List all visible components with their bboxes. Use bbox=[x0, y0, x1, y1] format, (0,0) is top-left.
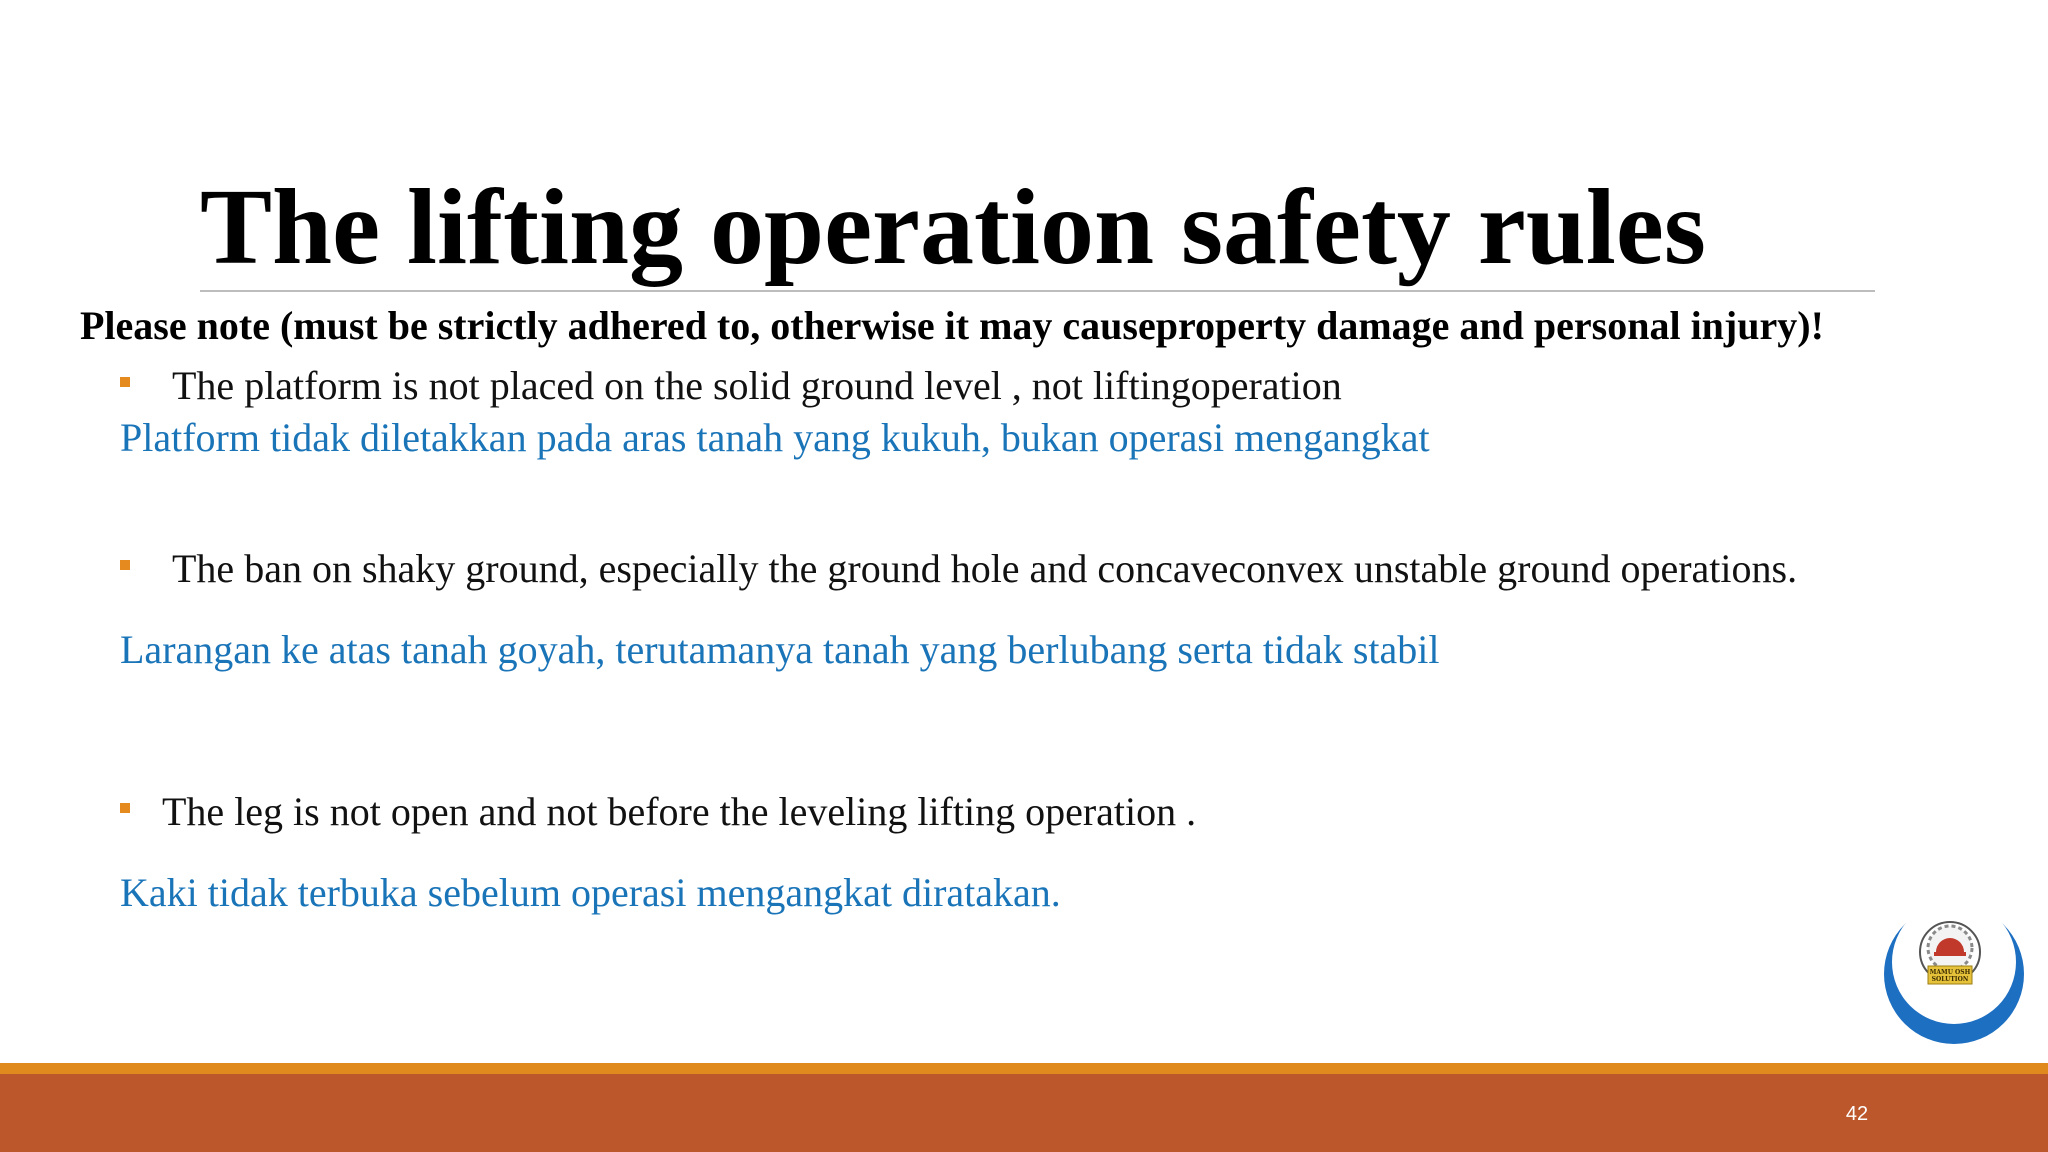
rule-item-3-english bbox=[120, 786, 1196, 838]
rule-item-1-text: The platform is not placed on the solid ground level , not liftingoperation bbox=[172, 363, 1342, 408]
square-bullet-icon bbox=[120, 803, 130, 813]
company-logo-icon bbox=[1880, 900, 2028, 1048]
rule-item-3-text: The leg is not open and not before the leveling lifting operation . bbox=[162, 789, 1197, 834]
safety-note: Please note (must be strictly adhered to, otherwise it may causeproperty damage and personal injury)! bbox=[80, 303, 1824, 348]
slide-title: The lifting operation safety rules bbox=[200, 168, 1706, 287]
logo-text-line-1: MAMU OSH bbox=[1929, 969, 1971, 976]
rule-item-3-malay: Kaki tidak terbuka sebelum operasi mengangkat diratakan. bbox=[120, 870, 1061, 915]
rule-item-2-text: The ban on shaky ground, especially the ground hole and concaveconvex unstable ground operations. bbox=[172, 546, 1798, 591]
square-bullet-icon bbox=[120, 560, 130, 570]
footer-bar bbox=[0, 1074, 2048, 1152]
page-number: 42 bbox=[1845, 1103, 1869, 1125]
square-bullet-icon bbox=[120, 377, 130, 387]
rule-item-1-malay: Platform tidak diletakkan pada aras tanah yang kukuh, bukan operasi mengangkat bbox=[120, 415, 1430, 460]
footer-stripe bbox=[0, 1063, 2048, 1074]
title-divider bbox=[200, 290, 1875, 292]
rule-item-2-english bbox=[120, 543, 1797, 595]
rule-item-2-malay: Larangan ke atas tanah goyah, terutamanya tanah yang berlubang serta tidak stabil bbox=[120, 627, 1440, 672]
logo-text-line-2: SOLUTION bbox=[1931, 976, 1969, 983]
rule-item-1-english bbox=[120, 360, 1342, 412]
